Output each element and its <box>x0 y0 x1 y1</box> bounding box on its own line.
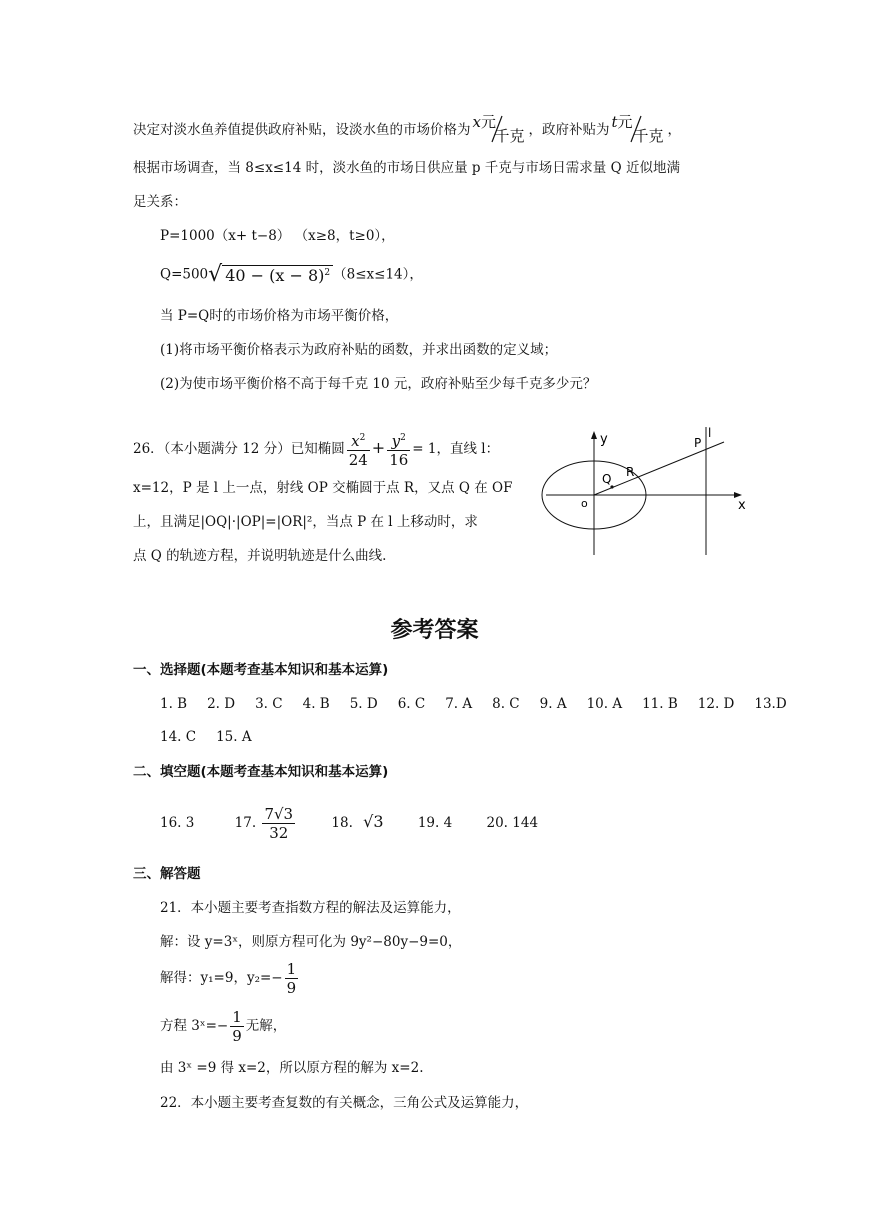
answers-title: 参考答案 <box>390 618 479 643</box>
p25-line3: 足关系： <box>133 194 187 210</box>
s21-line4: 由 3ˣ =9 得 x=2，所以原方程的解为 x=2. <box>160 1060 424 1076</box>
answer-15: 15. A <box>216 729 252 745</box>
eq-q-prefix: Q=500 <box>160 266 209 283</box>
s21-line3 <box>160 1006 286 1046</box>
answer-17-fraction <box>262 806 295 842</box>
s21-frac-den-1: 9 <box>286 978 297 997</box>
answer-10: 10. A <box>586 696 623 712</box>
answer-7: 7. A <box>445 696 473 712</box>
figure-label-p: P <box>694 436 702 450</box>
answer-5: 5. D <box>349 696 378 712</box>
answer-14: 14. C <box>160 729 197 745</box>
answer-17-label: 17. <box>234 815 257 831</box>
p25-line1-text-b: ，政府补贴为 <box>528 122 610 138</box>
answer-13: 13.D <box>754 696 787 712</box>
p25-line2: 根据市场调查，当 8≤x≤14 时，淡水鱼的市场日供应量 p 千克与市场日需求量 Q 近似地满 <box>133 160 680 176</box>
sqrt-symbol: √ $40 - (x - 8)^2$ <box>208 263 333 287</box>
s22-title: 22．本小题主要考查复数的有关概念，三角公式及运算能力， <box>160 1095 529 1111</box>
unit-yuan-per-kg-2 <box>612 114 666 144</box>
frac2-exp: 2 <box>400 433 406 443</box>
answer-19: 19. 4 <box>417 815 453 831</box>
frac2-den: 16 <box>389 451 409 469</box>
p25-eq-q <box>160 263 423 287</box>
frac-y2-16 <box>387 430 410 469</box>
frac-x2-24 <box>347 430 370 469</box>
answer-6: 6. C <box>397 696 426 712</box>
answer-12: 12. D <box>697 696 735 712</box>
answer-8: 8. C <box>492 696 520 712</box>
section1-row2 <box>160 727 272 747</box>
s21-frac-num-1: 1 <box>286 959 297 978</box>
figure-label-x: x <box>738 498 746 513</box>
p26-line2: x=12，P 是 l 上一点，射线 OP 交椭圆于点 R，又点 Q 在 OF <box>133 480 513 496</box>
answer-20: 20. 144 <box>486 815 539 831</box>
s21-frac-num-2: 1 <box>232 1007 242 1026</box>
figure-label-q: Q <box>602 472 612 486</box>
answer-4: 4. B <box>302 696 330 712</box>
frac1-den: 24 <box>348 451 368 469</box>
frac1-num: x <box>351 432 360 450</box>
frac1-exp: 2 <box>359 433 366 443</box>
answer-1: 1. B <box>160 696 188 712</box>
eq-q-radicand: 40 − (x − 8) <box>225 266 325 285</box>
answer-18-label: 18. <box>331 815 353 831</box>
s21-frac-den-2: 9 <box>232 1026 242 1045</box>
figure-label-l: l <box>708 426 712 440</box>
unit-kg-1: 千克 <box>494 127 525 145</box>
s21-line3-text-b: 无解， <box>245 1018 287 1034</box>
answer-16: 16. 3 <box>160 815 195 831</box>
eq-q-suffix: （8≤x≤14）， <box>333 266 423 283</box>
answer-11: 11. B <box>642 696 678 712</box>
subsidy-var: t <box>611 113 618 131</box>
figure-y-arrow <box>591 431 597 439</box>
eq-q-exp: 2 <box>324 268 331 278</box>
answer-18-value: √3 <box>363 812 384 831</box>
s21-line1: 解：设 y=3ˣ，则原方程可化为 9y²−80y−9=0， <box>160 934 462 950</box>
s21-line3-text-a: 方程 3ˣ=− <box>160 1018 229 1034</box>
s21-fraction-1 <box>285 961 299 997</box>
unit-yuan-per-kg-1 <box>473 114 527 144</box>
p26-intro <box>133 428 499 469</box>
answer-17-num: 7√3 <box>264 804 294 823</box>
p25-eq-p: P=1000（x+ t−8） （x≥8，t≥0）， <box>160 228 395 244</box>
price-var: x <box>472 113 481 131</box>
frac2-num: y <box>391 432 401 450</box>
p25-line1-text-c: ， <box>667 122 681 138</box>
figure-label-o: o <box>581 497 588 510</box>
answer-17-den: 32 <box>269 823 289 842</box>
p25-q2: (2)为使市场平衡价格不高于每千克 10 元，政府补贴至少每千克多少元？ <box>160 376 597 392</box>
section1-heading: 一、选择题(本题考查基本知识和基本运算) <box>133 662 389 678</box>
answer-9: 9. A <box>539 696 567 712</box>
s21-line2-text: 解得：y₁=9，y₂=− <box>160 970 283 986</box>
figure-label-y: y <box>600 432 608 447</box>
p25-line1-text-a: 决定对淡水鱼养值提供政府补贴，设淡水鱼的市场价格为 <box>133 122 471 138</box>
unit-yuan-2: 元 <box>617 113 633 131</box>
p26-line3: 上，且满足|OQ|·|OP|=|OR|²，当点 P 在 l 上移动时，求 <box>133 514 478 530</box>
plus-sign: + <box>371 438 386 457</box>
p25-balance: 当 P=Q时的市场价格为市场平衡价格， <box>160 308 399 324</box>
p26-line4: 点 Q 的轨迹方程，并说明轨迹是什么曲线. <box>133 548 387 564</box>
section2-heading: 二、填空题(本题考查基本知识和基本运算) <box>133 764 389 780</box>
section1-row1 <box>160 694 787 714</box>
unit-yuan-1: 元 <box>480 113 496 131</box>
answer-3: 3. C <box>255 696 283 712</box>
figure-label-r: R <box>626 465 635 479</box>
s21-line2 <box>160 958 300 998</box>
p26-intro-text: 26．（本小题满分 12 分）已知椭圆 <box>133 441 345 457</box>
s21-fraction-2 <box>230 1009 244 1045</box>
unit-kg-2: 千克 <box>633 127 664 145</box>
p25-line1 <box>133 114 681 144</box>
eq-one: = 1，直线 l： <box>412 441 500 457</box>
section3-heading: 三、解答题 <box>133 866 201 882</box>
answer-2: 2. D <box>207 696 236 712</box>
s21-title: 21．本小题主要考查指数方程的解法及运算能力， <box>160 900 461 916</box>
ellipse-figure <box>538 425 758 565</box>
p25-q1: (1)将市场平衡价格表示为政府补贴的函数，并求出函数的定义域； <box>160 342 558 358</box>
section2-answers <box>160 802 538 843</box>
